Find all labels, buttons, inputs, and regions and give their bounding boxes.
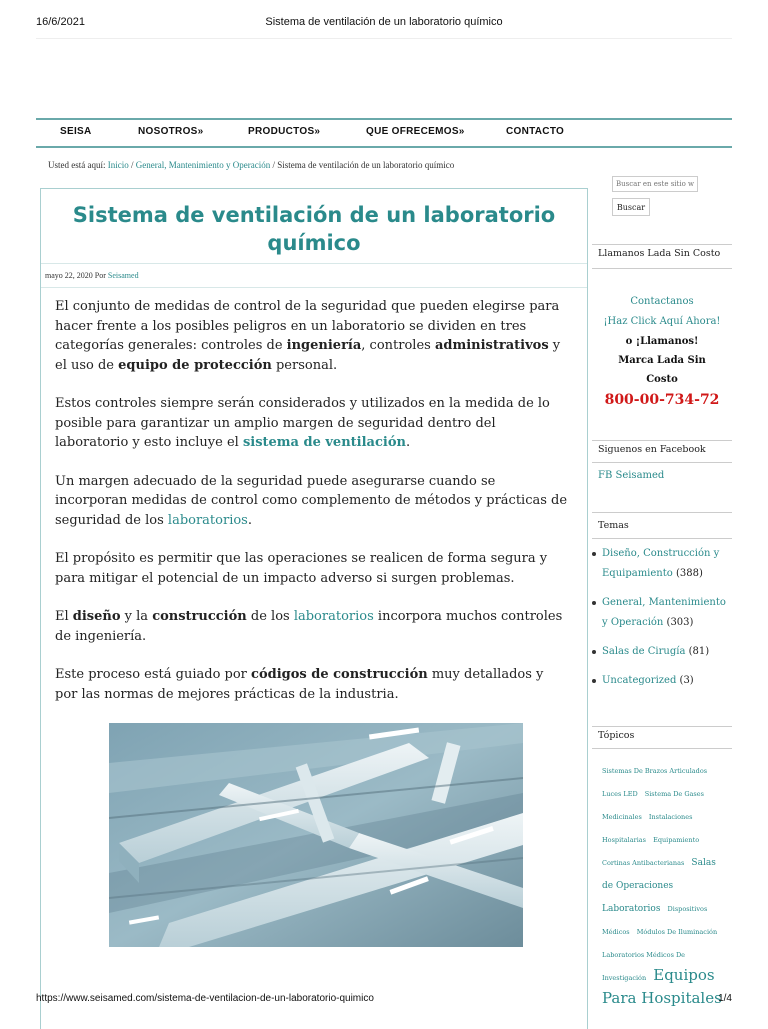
tag-link[interactable]: Cortinas Antibacterianas (602, 859, 685, 867)
category-item: General, Mantenimiento y Operación (303) (592, 593, 732, 633)
category-link[interactable]: General, Mantenimiento y Operación (602, 597, 726, 628)
sidebar (592, 170, 732, 1020)
paragraph: Un margen adecuado de la seguridad puede asegurarse cuando se incorporan medidas de control como complemento de métodos y prácticas de seguridad de los laboratorios. (55, 473, 568, 528)
facebook-widget-title: Siguenos en Facebook (598, 444, 706, 455)
category-item: Uncategorized (3) (592, 671, 732, 691)
phone-number[interactable]: 800-00-734-72 (604, 392, 720, 408)
category-link[interactable]: Diseño, Construcción y Equipamiento (602, 548, 720, 579)
widget-divider (592, 726, 732, 727)
print-footer (0, 993, 768, 1007)
breadcrumb-separator: / (272, 160, 275, 170)
widget-divider (592, 440, 732, 441)
widget-divider (592, 462, 732, 463)
paragraph: Este proceso está guiado por códigos de construcción muy detallados y por las normas de mejores prácticas de la industria. (55, 667, 544, 702)
category-list (592, 544, 732, 700)
nav-item-nosotros[interactable]: NOSOTROS» (138, 126, 204, 137)
lada-widget-title: Llamanos Lada Sin Costo (598, 248, 721, 259)
laboratorios-link[interactable]: laboratorios (293, 609, 374, 624)
article-title: Sistema de ventilación de un laboratorio químico (72, 203, 556, 255)
print-url: https://www.seisamed.com/sistema-de-ventilacion-de-un-laboratorio-quimico (36, 993, 374, 1004)
tag-link[interactable]: Laboratorios (602, 904, 661, 914)
tag-link[interactable]: Salas de Operaciones (602, 858, 716, 891)
ventilation-ducts-photo (109, 723, 523, 947)
temas-widget-title: Temas (598, 520, 629, 531)
article-body (55, 297, 569, 723)
tag-link[interactable]: Sistemas De Brazos Articulados (602, 767, 708, 775)
header-divider (36, 38, 732, 39)
facebook-link[interactable]: FB Seisamed (598, 470, 665, 481)
breadcrumb-separator: / (131, 160, 134, 170)
paragraph: El diseño y la construcción de los laboratorios incorpora muchos controles de ingeniería. (55, 609, 563, 644)
search-button[interactable]: Buscar (612, 198, 650, 216)
title-divider (41, 263, 587, 264)
nav-item-que-ofrecemos[interactable]: QUE OFRECEMOS» (366, 126, 465, 137)
breadcrumb-prefix: Usted está aquí: (48, 160, 106, 170)
call-text: o ¡Llamanos! (625, 336, 699, 347)
nav-item-seisa[interactable]: SEISA (60, 126, 92, 137)
call-text: Marca Lada Sin (618, 355, 706, 366)
category-link[interactable]: Uncategorized (602, 675, 677, 686)
tag-link[interactable]: Dispositivos Médicos (602, 905, 708, 936)
breadcrumb (48, 160, 454, 170)
tag-link[interactable]: Instalaciones Hospitalarias (602, 813, 693, 844)
laboratorios-link[interactable]: laboratorios (167, 512, 248, 528)
tag-link[interactable]: Equipos Para Hospitales (602, 966, 722, 1007)
nav-item-contacto[interactable]: CONTACTO (506, 126, 565, 137)
widget-divider (592, 244, 732, 245)
widget-divider (592, 512, 732, 513)
category-item: Salas de Cirugía (81) (592, 642, 732, 662)
category-item: Diseño, Construcción y Equipamiento (388) (592, 544, 732, 584)
post-meta (45, 271, 139, 280)
contact-link[interactable]: Contactanos (630, 296, 694, 307)
article-container (40, 188, 588, 1029)
contact-block (592, 292, 732, 411)
post-by: Por (94, 271, 106, 280)
category-link[interactable]: Salas de Cirugía (602, 646, 686, 657)
main-nav (36, 118, 732, 148)
paragraph: El conjunto de medidas de control de la seguridad que pueden elegirse para hacer frente a los posibles peligros en un laboratorio se dividen en tres categorías generales: controles de ingeniería, controles administrativos y el uso de equipo de protección personal. (55, 299, 561, 373)
widget-divider (592, 538, 732, 539)
tag-cloud (602, 758, 728, 1008)
topicos-widget-title: Tópicos (598, 730, 635, 741)
print-header (0, 16, 768, 32)
paragraph: Estos controles siempre serán considerados y utilizados en la medida de lo posible para garantizar un amplio margen de seguridad dentro del laboratorio y esto incluye el sistema de ventilación. (55, 396, 550, 450)
click-here-link[interactable]: ¡Haz Click Aquí Ahora! (603, 316, 721, 327)
print-date: 16/6/2021 (36, 16, 85, 28)
paragraph: El propósito es permitir que las operaciones se realicen de forma segura y para mitigar el potencial de un impacto adverso si surgen problemas. (55, 551, 548, 586)
tag-link[interactable]: Laboratorios Médicos De Investigación (602, 951, 686, 982)
breadcrumb-current: Sistema de ventilación de un laboratorio químico (277, 160, 455, 170)
ventilation-link[interactable]: sistema de ventilación (242, 435, 406, 450)
breadcrumb-home-link[interactable]: Inicio (107, 160, 129, 170)
search-input[interactable] (612, 176, 698, 192)
tag-link[interactable]: Sistema De Gases Medicinales (602, 790, 704, 821)
breadcrumb-category-link[interactable]: General, Mantenimiento y Operación (135, 160, 271, 170)
page-number: 1/4 (718, 993, 732, 1004)
post-author-link[interactable]: Seisamed (107, 271, 139, 280)
nav-item-productos[interactable]: PRODUCTOS» (248, 126, 321, 137)
post-date: mayo 22, 2020 (45, 271, 93, 280)
tag-link[interactable]: Módulos De Iluminación (636, 928, 718, 936)
call-text: Costo (646, 374, 678, 385)
widget-divider (592, 748, 732, 749)
meta-divider (41, 287, 587, 288)
tag-link[interactable]: Luces LED (602, 790, 638, 798)
tag-link[interactable]: Equipamiento (653, 836, 700, 844)
print-title: Sistema de ventilación de un laboratorio químico (265, 16, 503, 28)
widget-divider (592, 268, 732, 269)
